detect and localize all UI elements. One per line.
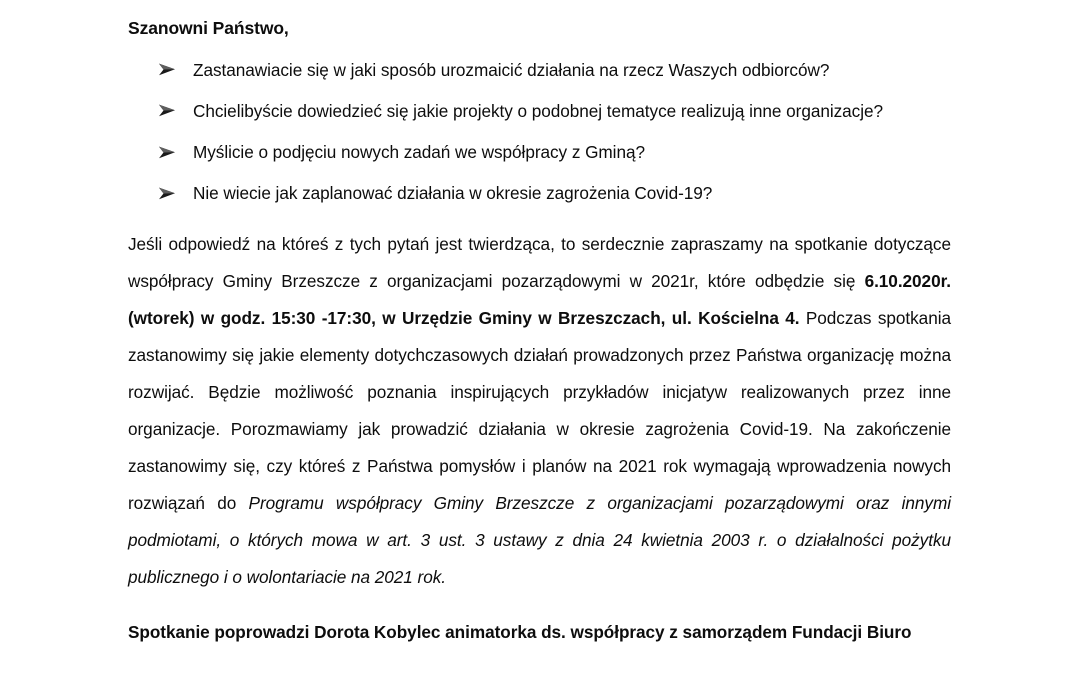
list-item-label: Chcielibyście dowiedzieć się jakie projekty o podobnej tematyce realizują inne organizacje? [193, 100, 884, 121]
list-item [128, 100, 951, 121]
list-item-label: Zastanawiacie się w jaki sposób urozmaicić działania na rzecz Waszych odbiorców? [193, 59, 830, 80]
facilitator-paragraph: Spotkanie poprowadzi Dorota Kobylec animatorka ds. współpracy z samorządem Fundacji Biuro [128, 622, 912, 643]
program-title-text: Programu współpracy Gminy Brzeszcze z organizacjami pozarządowymi oraz innymi podmiotami, o których mowa w art. 3 ust. 3 ustawy z dnia 24 kwietnia 2003 r. o działalności pożytku publicznego i o wolontariacie na 2021 rok. [128, 493, 951, 588]
invitation-lead-text: Jeśli odpowiedź na któreś z tych pytań jest twierdząca, to serdecznie zapraszamy na spotkanie dotyczące współpracy Gminy Brzeszcze z organizacjami pozarządowymi w 2021r, które odbędzie się [128, 234, 951, 292]
arrowhead-bullet-icon [158, 103, 180, 119]
invitation-continuation-text: Podczas spotkania zastanowimy się jakie elementy dotychczasowych działań prowadzonych przez Państwa organizację można rozwijać. Będzie możliwość poznania inspirujących przykładów inicjatyw realizowanych przez inne organizacje. Porozmawiamy jak prowadzić działania w okresie zagrożenia Covid-19. Na zakończenie zastanowimy się, czy któreś z Państwa pomysłów i planów na 2021 rok wymagają wprowadzenia nowych rozwiązań do [128, 308, 951, 514]
arrowhead-bullet-icon [158, 185, 180, 201]
arrowhead-bullet-icon [158, 62, 180, 78]
list-item [128, 185, 951, 202]
salutation-heading: Szanowni Państwo, [128, 18, 289, 38]
list-item-label: Myślicie o podjęciu nowych zadań we współpracy z Gminą? [193, 141, 645, 162]
list-item [128, 141, 951, 162]
event-details-text: 6.10.2020r.(wtorek) w godz. 15:30 -17:30, w Urzędzie Gminy w Brzeszczach, ul. Kościelna 4. [128, 271, 951, 329]
question-bullet-list [128, 38, 951, 203]
list-item-label: Nie wiecie jak zaplanować działania w okresie zagrożenia Covid-19? [193, 183, 713, 204]
arrowhead-bullet-icon [158, 144, 180, 160]
list-item [128, 59, 951, 80]
document-text-body [128, 0, 951, 651]
invitation-paragraph [128, 202, 951, 596]
